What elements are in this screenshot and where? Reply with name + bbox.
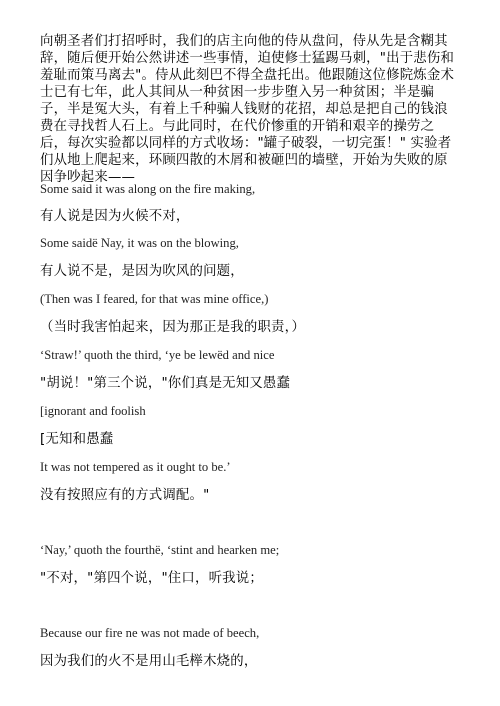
intro-paragraph: 向朝圣者们打招呼时，我们的店主向他的侍从盘问，侍从先是含糊其辞，随后便开始公然讲述一些事情，迫使修士猛踢马刺，"出于悲伤和羞耻而策马离去"。侍从此刻巴不得全盘托出。他跟随这位修院炼金术士已有七年，此人其间从一种贫困一步步堕入另一种贫困；半是骗子，半是冤大头，有着上千种骗人钱财的花招，却总是把自己的钱浪费在寻找哲人石上。与此同时，在代价惨重的开销和艰辛的操劳之后，每次实验都以同样的方式收场："罐子破裂，一切完蛋！" 实验者们从地上爬起来，环顾四散的木屑和被砸凹的墙壁，开始为失败的原因争吵起来——: [40, 34, 455, 185]
verse-line-zh: 有人说不是，是因为吹风的问题，: [40, 264, 244, 279]
gloss-line-zh: [无知和愚蠢: [40, 432, 114, 447]
verse-line-zh: "胡说！"第三个说，"你们真是无知又愚蠢: [40, 376, 291, 391]
verse-line-zh: 没有按照应有的方式调配。": [40, 488, 210, 503]
verse-line-zh: "不对，"第四个说，"住口，听我说；: [40, 571, 263, 586]
verse-line-en: ‘Nay,’ quoth the fourthë, ‘stint and hearken me;: [40, 543, 280, 557]
gloss-line-en: [ignorant and foolish: [40, 404, 146, 418]
verse-line-en: ‘Straw!’ quoth the third, ‘ye be lewëd and nice: [40, 348, 275, 362]
verse-line-en: (Then was I feared, for that was mine office,): [40, 292, 269, 306]
verse-line-zh: 有人说是因为火候不对，: [40, 209, 190, 224]
verse-line-en: It was not tempered as it ought to be.’: [40, 460, 231, 474]
verse-line-zh: 因为我们的火不是用山毛榉木烧的，: [40, 654, 258, 669]
verse-line-en: Some said it was along on the fire making,: [40, 182, 256, 196]
verse-line-zh: （当时我害怕起来，因为那正是我的职责，）: [40, 320, 306, 335]
verse-line-en: Because our fire ne was not made of beech,: [40, 626, 260, 640]
verse-line-en: Some saidë Nay, it was on the blowing,: [40, 236, 239, 250]
